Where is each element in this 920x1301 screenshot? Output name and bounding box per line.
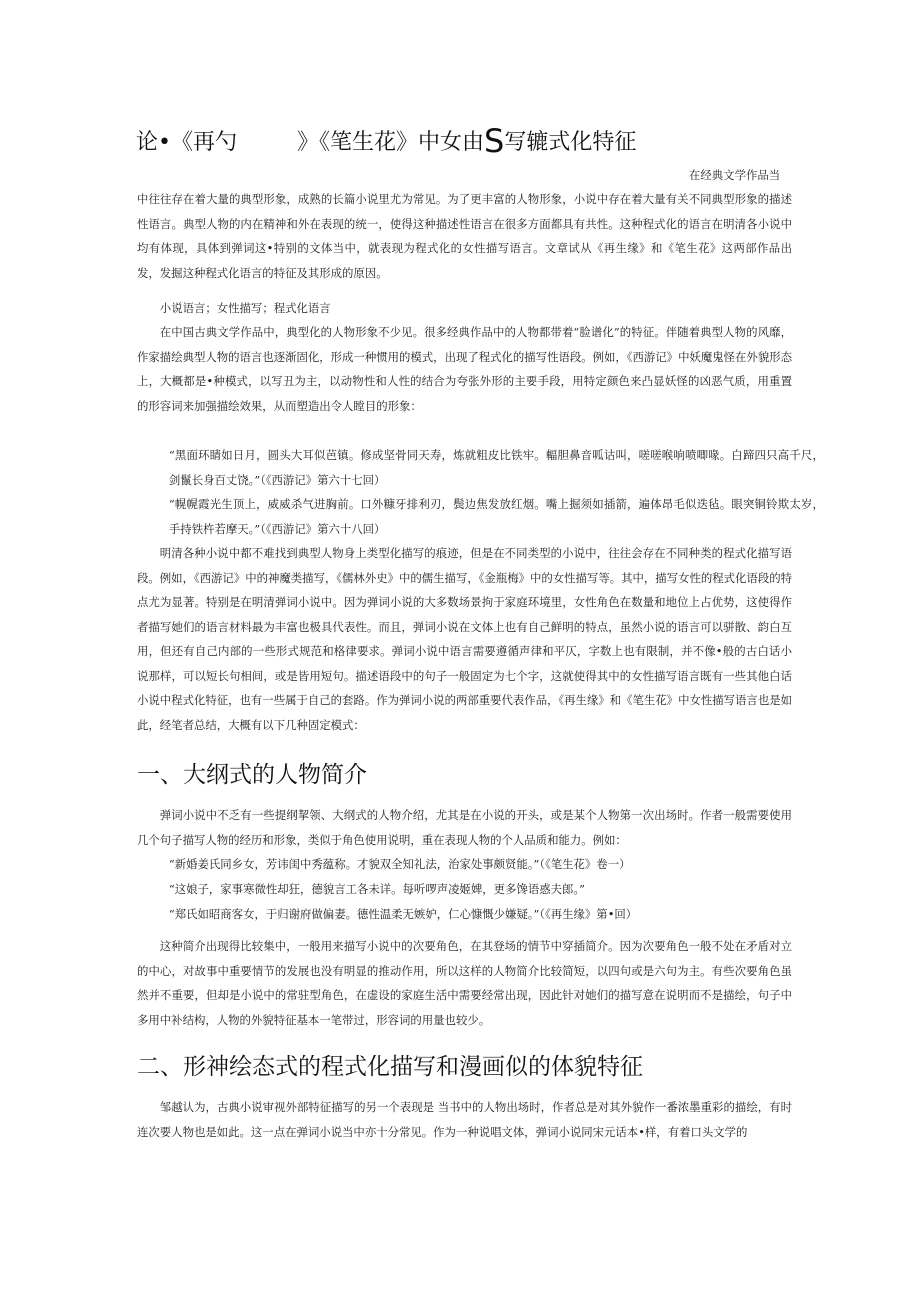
title-part-1: 论•《再勺 bbox=[136, 130, 237, 155]
quote-bishenghua-1: “新婚姜氏同乡女，芳讳闺中秀蕴称。才貌双全知礼法，治家处事颇贤能。”（《笔生花》卷一） bbox=[168, 857, 631, 871]
title-part-2: 》《笔生花》中女由 bbox=[296, 130, 484, 155]
body-paragraph-3: 弹词小说中不乏有一些提纲挈领、大纲式的人物介绍，尤其是在小说的开头，或是某个人物第一次出场时。作者一般需要使用几个句子描写人物的经历和形象，类似于角色使用说明，重在表现人物的个人品质和能力。例如： bbox=[137, 808, 792, 847]
paper-title bbox=[136, 124, 856, 160]
abstract-paragraph: 中往往存在着大量的典型形象，成熟的长篇小说里尤为常见。为了更丰富的人物形象，小说中存在着大量有关不同典型形象的描述性语言。典型人物的内在精神和外在表现的统一，使得这种描述性语言在很多方面都具有共性。这种程式化的语言在明清各小说中均有体现，具体到弹词这•特别的文体当中，就表现为程式化的女性描写语言。文章试从《再生缘》和《笔生花》这两部作品出发，发掘这种程式化语言的特征及其形成的原因。 bbox=[137, 192, 792, 280]
body-paragraph-1: 在中国古典文学作品中，典型化的人物形象不少见。很多经典作品中的人物都带着“脸谱化”的特征。伴随着典型人物的风靡，作家描绘典型人物的语言也逐渐固化，形成一种惯用的模式，出现了程式化的描写性语段。例如，《西游记》中妖魔鬼怪在外貌形态上，大概都是•种模式，以写丑为主，以动物性和人性的结合为夸张外形的主要手段，用特定颜色来凸显妖怪的凶恶气质，用重置的形容词来加强描绘效果，从而塑造出令人瞠目的形象： bbox=[137, 325, 792, 413]
abstract-lead: 在经典文学作品当 bbox=[689, 168, 781, 182]
body-paragraph-2: 明清各种小说中都不难找到典型人物身上类型化描写的痕迹，但是在不同类型的小说中，往往会存在不同种类的程式化描写语段。例如，《西游记》中的神魔类描写，《儒林外史》中的儒生描写，《金瓶梅》中的女性描写等。其中，描写女性的程式化语段的特点尤为显著。特别是在明清弹词小说中。因为弹词小说的大多数场景拘于家庭环境里，女性角色在数量和地位上占优势，这使得作者描写她们的语言材料最为丰富也极具代表性。而且，弹词小说在文体上也有自己鲜明的特点，虽然小说的语言可以骈散、韵白互用，但还有自己内部的一些形式规范和格律要求。弹词小说中语言需要遵循声律和平仄，字数上也有限制，并不像•般的古白话小说那样，可以短长句相间，或是皆用短句。描述语段中的句子一般固定为七个字，这就使得其中的女性描写语言既有一些其他白话小说中程式化特征，也有一些属于自己的套路。作为弹词小说的两部重要代表作品，《再生缘》和《笔生花》中女性描写语言也是如此，经笔者总结，大概有以下几种固定模式： bbox=[137, 546, 792, 732]
section-heading-1: 一、大纲式的人物简介 bbox=[137, 762, 367, 788]
quote-xiyouji-68: “幌幌霞光生顶上，威威杀气进胸前。口外糠牙排利刃，鬓边焦发放红烟。嘴上掘须如插箭，遍体昂毛似迭毡。眼突铜铃欺太岁，手持铁杵若摩天。”（《西游记》第六十八回） bbox=[168, 497, 824, 536]
title-part-3: 写辘式化特征 bbox=[504, 130, 637, 155]
quote-zaishengyuan-1: “郑氏如昭商客女，于归谢府做偏妻。德性温柔无嫉妒，仁心慷慨少嫌疑。”（《再生缘》第•回） bbox=[168, 907, 638, 921]
section-heading-2: 二、形神绘态式的程式化描写和漫画似的体貌特征 bbox=[137, 1054, 643, 1080]
quote-xiyouji-67: “黑面环睛如日月，圆头大耳似芭镇。修成坚骨同天寿，炼就粗皮比铁牢。輻胆鼻音呱诂叫，嗟嗟喉响喷唧喙。白蹄四只高千尺，剑鬣长身百丈饶。”（《西游记》第六十七回） bbox=[168, 448, 824, 487]
quote-unattributed: “这娘子，家事寒微性却狂，德貌言工各未详。每听啰声凌姬婢，更多馋语惑夫郎。” bbox=[168, 882, 585, 896]
title-garbled-glyph: S bbox=[484, 122, 505, 160]
body-paragraph-5: 邹越认为，古典小说审视外部特征描写的另一个表现是 当书中的人物出场时，作者总是对其外貌作一番浓墨重彩的描绘，有时连次要人物也是如此。这一点在弹词小说当中亦十分常见。作为一种说唱文体，弹词小说同宋元话本•样，有着口头文学的 bbox=[137, 1100, 792, 1139]
keywords-line: 小说语言；女性描写；程式化语言 bbox=[159, 301, 331, 315]
body-paragraph-4: 这种简介出现得比较集中，一般用来描写小说中的次要角色，在其登场的情节中穿插简介。因为次要角色一般不处在矛盾对立的中心，对故事中重要情节的发展也没有明显的推动作用，所以这样的人物简介比较简短，以四句或是六句为主。有些次要角色虽然并不重要，但却是小说中的常驻型角色，在虚设的家庭生活中需要经常出现，因此针对她们的描写意在说明而不是描绘，句子中多用中补结构，人物的外貌特征基本一笔带过，形容词的用量也较少。 bbox=[137, 939, 792, 1027]
